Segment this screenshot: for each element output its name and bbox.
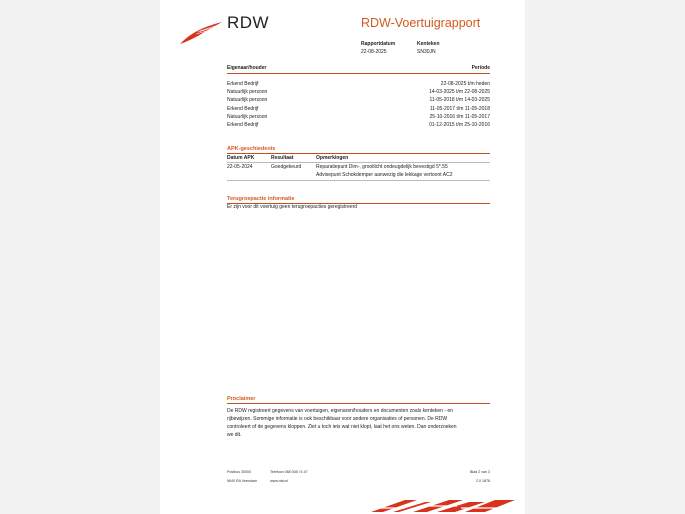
disclaimer-line: we dit. bbox=[227, 432, 242, 438]
apk-result-header: Resultaat bbox=[271, 155, 294, 161]
period-cell: 14-03-2025 t/m 22-08-2025 bbox=[429, 89, 490, 95]
apk-remarks-header: Opmerkingen bbox=[316, 155, 349, 161]
footer-page-info bbox=[466, 468, 490, 486]
period-cell: 11-05-2018 t/m 14-03-2025 bbox=[429, 97, 490, 103]
apk-header-divider bbox=[227, 162, 490, 163]
apk-remark-cell: Advisepunt Schokdemper aanwezig die lekkage vertoont AC2 bbox=[316, 172, 453, 178]
period-cell: 22-08-2025 t/m heden bbox=[440, 81, 490, 87]
plate-label: Kenteken bbox=[417, 41, 440, 47]
owner-cell: Erkend Bedrijf bbox=[227, 122, 259, 128]
report-date-label: Rapportdatum bbox=[361, 41, 396, 47]
footer-city: 9640 RA Veendam bbox=[227, 479, 257, 483]
apk-row-divider bbox=[227, 180, 490, 181]
footer-website: www.rdw.nl bbox=[270, 479, 288, 483]
owner-row bbox=[227, 122, 490, 129]
report-title: RDW-Voertuigrapport bbox=[361, 16, 481, 30]
apk-remark-cell: Reparatiepunt Dim-, grootlicht ondeugdelijk bevestigd 5*.55 bbox=[316, 164, 448, 170]
period-cell: 11-05-2017 t/m 11-05-2018 bbox=[429, 106, 490, 112]
period-cell: 25-10-2016 t/m 11-05-2017 bbox=[429, 114, 490, 120]
footer-contact bbox=[270, 468, 308, 486]
decorative-stripes-icon bbox=[365, 498, 525, 514]
owner-cell: Natuurlijk persoon bbox=[227, 89, 268, 95]
footer-postbus: Postbus 30000 bbox=[227, 470, 251, 474]
footer-page-number: Blad 2 van 3 bbox=[470, 470, 490, 474]
owners-header bbox=[227, 65, 490, 71]
recall-section-title: Terugroepactie informatie bbox=[227, 196, 295, 202]
owner-row bbox=[227, 106, 490, 113]
owner-row bbox=[227, 97, 490, 104]
disclaimer-title: Proclaimer bbox=[227, 396, 256, 402]
plate-block bbox=[417, 40, 440, 56]
plate-value: SN30JN bbox=[417, 49, 436, 55]
owner-cell: Natuurlijk persoon bbox=[227, 114, 268, 120]
disclaimer-divider bbox=[227, 403, 490, 404]
footer-phone: Telefoon 088 008 74 47 bbox=[270, 470, 308, 474]
disclaimer-line: controleert of de gegevens kloppen. Ziet u toch iets wat niet klopt, laat het ons weten. Dan onderzoeken bbox=[227, 424, 457, 430]
owner-row bbox=[227, 81, 490, 88]
owner-column-header: Eigenaar/houder bbox=[227, 65, 267, 71]
footer-code: 2.0 1878 bbox=[476, 479, 490, 483]
owners-divider bbox=[227, 73, 490, 74]
apk-divider bbox=[227, 153, 490, 154]
disclaimer-text bbox=[227, 407, 497, 439]
report-page bbox=[160, 0, 525, 514]
owner-row bbox=[227, 114, 490, 121]
footer-address bbox=[227, 468, 257, 486]
rdw-logo-icon bbox=[178, 20, 224, 46]
owner-cell: Erkend Bedrijf bbox=[227, 106, 259, 112]
disclaimer-line: De RDW registreert gegevens van voertuigen, eigenaren/houders en documenten zoals kenteken - en bbox=[227, 408, 453, 414]
apk-result-cell: Goedgekeurd bbox=[271, 164, 302, 170]
apk-date-header: Datum APK bbox=[227, 155, 255, 161]
report-date-value: 22-08-2025 bbox=[361, 49, 387, 55]
owner-cell: Natuurlijk persoon bbox=[227, 97, 268, 103]
period-cell: 01-12-2015 t/m 25-10-2016 bbox=[429, 122, 490, 128]
owner-row bbox=[227, 89, 490, 96]
apk-date-cell: 22-05-2024 bbox=[227, 164, 253, 170]
disclaimer-line: rijbewijzen. Sommige informatie is ook beschikbaar voor andere organisaties of personen. De RDW bbox=[227, 416, 448, 422]
owner-cell: Erkend Bedrijf bbox=[227, 81, 259, 87]
recall-text: Er zijn voor dit voertuig geen terugroepacties geregistreerd bbox=[227, 204, 358, 210]
apk-section-title: APK-geschiedenis bbox=[227, 146, 276, 152]
period-column-header: Periode bbox=[471, 65, 490, 71]
report-date-block bbox=[361, 40, 395, 56]
brand-name: RDW bbox=[227, 13, 270, 32]
